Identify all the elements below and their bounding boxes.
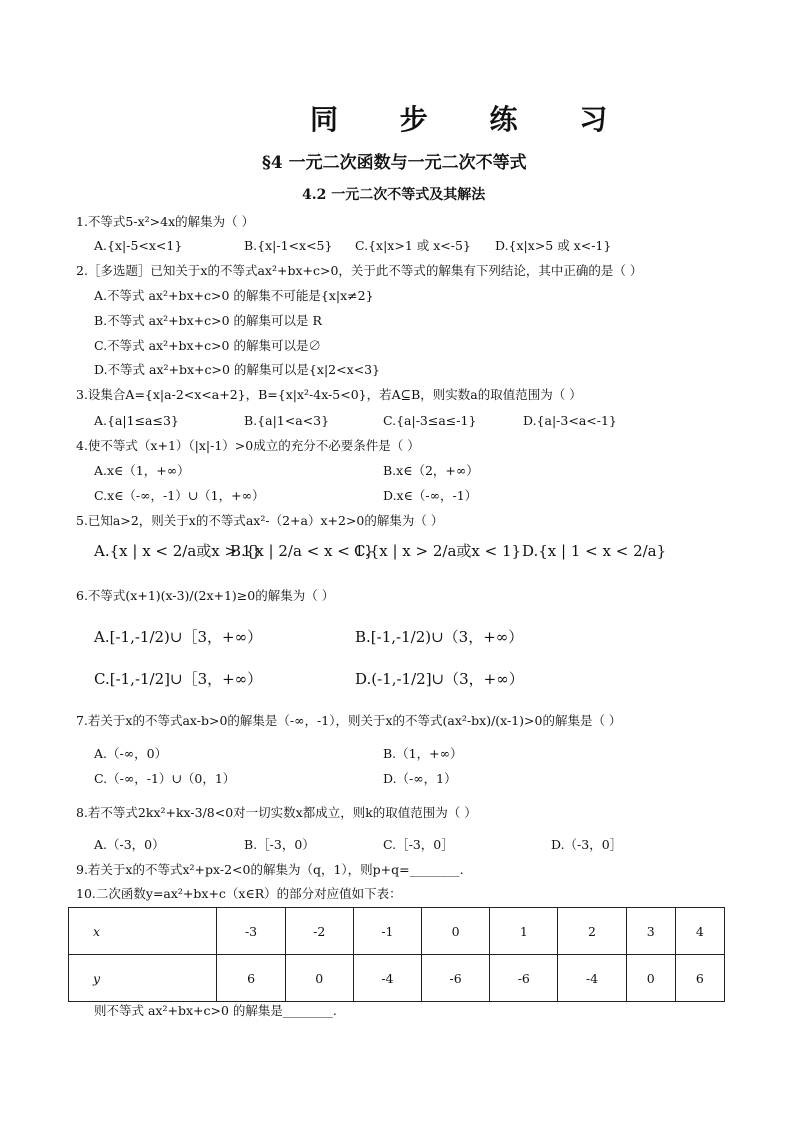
question-5-option-a: A.{x | x < 2/a或x > 1}	[94, 542, 261, 560]
question-8-option-d: D.（-3，0］	[551, 837, 623, 852]
table-cell: -1	[353, 908, 421, 955]
question-3-option-d: D.{a|-3<a<-1}	[523, 413, 617, 428]
question-7-option-b: B.（1，+∞）	[383, 746, 463, 761]
table-cell: -2	[285, 908, 353, 955]
question-7-option-a: A.（-∞，0）	[94, 746, 168, 761]
table-cell: -4	[558, 955, 626, 1002]
question-4-stem: 4.使不等式（x+1）（|x|-1）>0成立的充分不必要条件是（ ）	[76, 438, 420, 453]
table-cell: 6	[217, 955, 285, 1002]
table-cell: -3	[217, 908, 285, 955]
question-8-stem: 8.若不等式2kx²+kx-3/8<0对一切实数x都成立，则k的取值范围为（ ）	[76, 805, 477, 820]
table-cell: 6	[675, 955, 724, 1002]
question-10-tail: 则不等式 ax²+bx+c>0 的解集是________.	[94, 1003, 337, 1018]
question-8-option-a: A.（-3，0）	[94, 837, 165, 852]
question-2-option-a: A.不等式 ax²+bx+c>0 的解集不可能是{x|x≠2}	[94, 288, 374, 303]
question-3-option-b: B.{a|1<a<3}	[244, 413, 330, 428]
question-7-option-d: D.（-∞，1）	[383, 771, 457, 786]
question-8-option-b: B.［-3，0）	[244, 837, 315, 852]
section-heading: §4 一元二次函数与一元二次不等式	[262, 153, 527, 173]
question-7-stem: 7.若关于x的不等式ax-b>0的解集是（-∞，-1），则关于x的不等式(ax²-bx)/(x-1)>0的解集是（ ）	[76, 713, 622, 728]
question-4-option-d: D.x∈（-∞，-1）	[383, 488, 478, 503]
table-cell: -6	[490, 955, 558, 1002]
question-5-option-b: B.{x | 2/a < x < 1}	[230, 542, 374, 560]
question-1-option-b: B.{x|-1<x<5}	[244, 238, 333, 253]
question-3-option-c: C.{a|-3≤a≤-1}	[383, 413, 477, 428]
question-1-stem: 1.不等式5-x²>4x的解集为（ ）	[76, 214, 255, 229]
question-5-option-c: C.{x | x > 2/a或x < 1}	[354, 542, 522, 560]
question-6-stem: 6.不等式(x+1)(x-3)/(2x+1)≥0的解集为（ ）	[76, 588, 335, 603]
question-7-option-c: C.（-∞，-1）∪（0，1）	[94, 771, 236, 786]
question-6-option-d: D.(-1,-1/2]∪（3，+∞）	[355, 670, 524, 688]
table-cell: 2	[558, 908, 626, 955]
table-row	[69, 955, 725, 1002]
question-5-option-d: D.{x | 1 < x < 2/a}	[522, 542, 667, 560]
question-5-stem: 5.已知a>2，则关于x的不等式ax²-（2+a）x+2>0的解集为（ ）	[76, 513, 444, 528]
table-cell: -4	[353, 955, 421, 1002]
table-cell: -6	[422, 955, 490, 1002]
question-2-option-c: C.不等式 ax²+bx+c>0 的解集可以是∅	[94, 338, 321, 353]
question-3-option-a: A.{a|1≤a≤3}	[94, 413, 179, 428]
question-6-option-b: B.[-1,-1/2)∪（3，+∞）	[355, 628, 524, 646]
subsection-heading: 4.2 一元二次不等式及其解法	[302, 187, 486, 203]
question-1-option-d: D.{x|x>5 或 x<-1}	[495, 238, 612, 253]
question-6-option-a: A.[-1,-1/2)∪［3，+∞）	[94, 628, 263, 646]
table-cell: 0	[285, 955, 353, 1002]
question-10-stem: 10.二次函数y=ax²+bx+c（x∈R）的部分对应值如下表：	[76, 886, 402, 901]
table-cell: 0	[626, 955, 675, 1002]
question-2-stem: 2.［多选题］已知关于x的不等式ax²+bx+c>0，关于此不等式的解集有下列结论，其中正确的是（ ）	[76, 263, 643, 278]
question-3-stem: 3.设集合A={x|a-2<x<a+2}，B={x|x²-4x-5<0}，若A⊆B，则实数a的取值范围为（ ）	[76, 387, 582, 402]
question-8-option-c: C.［-3，0］	[383, 837, 454, 852]
question-1-option-a: A.{x|-5<x<1}	[94, 238, 183, 253]
question-4-option-b: B.x∈（2，+∞）	[383, 463, 479, 478]
value-table	[68, 907, 725, 1002]
table-cell: 1	[490, 908, 558, 955]
question-9-stem: 9.若关于x的不等式x²+px-2<0的解集为（q，1），则p+q=________.	[76, 862, 464, 877]
table-header-x: x	[69, 908, 217, 955]
question-1-option-c: C.{x|x>1 或 x<-5}	[355, 238, 471, 253]
question-4-option-a: A.x∈（1，+∞）	[94, 463, 190, 478]
table-cell: 4	[675, 908, 724, 955]
table-header-y: y	[69, 955, 217, 1002]
table-cell: 3	[626, 908, 675, 955]
question-6-option-c: C.[-1,-1/2]∪［3，+∞）	[94, 670, 263, 688]
table-row	[69, 908, 725, 955]
table-cell: 0	[422, 908, 490, 955]
question-4-option-c: C.x∈（-∞，-1）∪（1，+∞）	[94, 488, 265, 503]
question-2-option-d: D.不等式 ax²+bx+c>0 的解集可以是{x|2<x<3}	[94, 362, 381, 377]
page-title: 同 步 练 习	[310, 103, 634, 136]
question-2-option-b: B.不等式 ax²+bx+c>0 的解集可以是 R	[94, 313, 322, 328]
